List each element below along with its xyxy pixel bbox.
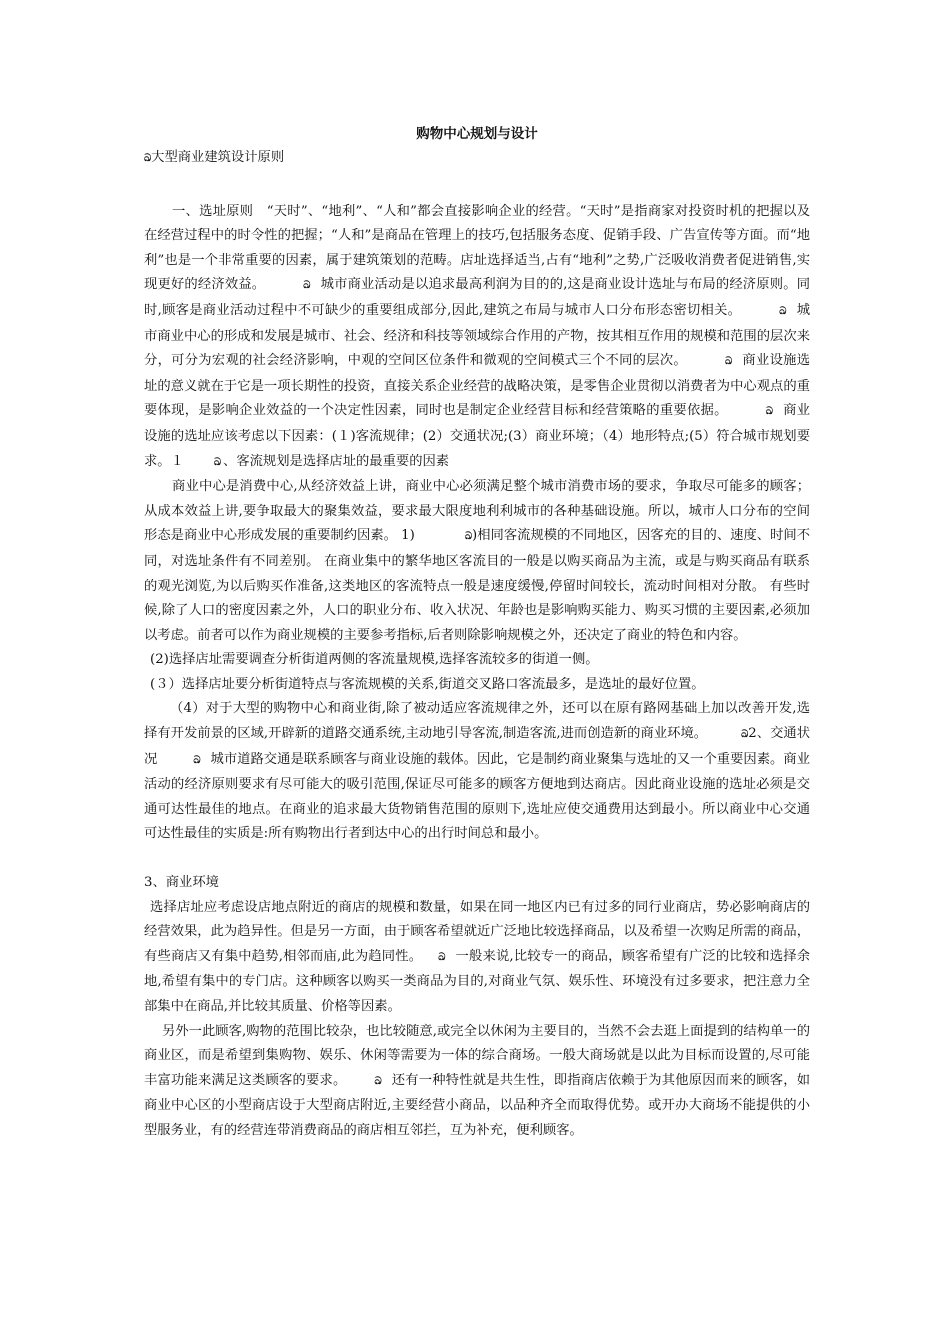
section-title-text: 大型商业建筑设计原则 bbox=[151, 150, 285, 165]
text-run: 还有一种特性就是共生性，即指商店依赖于为其他原因而来的顾客，如商业中心区的小型商店设于大型商店附近,主要经营小商品，以品种齐全而取得优势。或开办大商场不能提供的小型服务业，有的经营连带消费商品的商店相互邻拦，互为补充，便利顾客。 bbox=[144, 1072, 811, 1138]
page-title: 购物中心规划与设计 bbox=[416, 126, 538, 142]
paragraph-item-2: (2)选择店址需要调查分析街道两侧的客流量规模,选择客流较多的街道一侧。 bbox=[150, 652, 599, 668]
paragraph-commercial-environment bbox=[144, 896, 810, 1020]
subheading-commercial-environment: 3、商业环境 bbox=[144, 875, 219, 891]
text-run: 一、选址原则 “天时”、“地利”、“人和”都会直接影响企业的经营。“天时”是指商家对投资时机的把握以及在经营过程中的时令性的把握；“人和”是商品在管理上的技巧,包括服务态度、促销手段、广告宣传等方面。而“地利”也是一个非常重要的因素，属于建筑策划的范畴。店址选择适当,占有“地利”之势,广泛吸收消费者促进销售,实现更好的经济效益。 bbox=[144, 203, 810, 293]
bullet-icon: ඛ bbox=[144, 153, 152, 164]
paragraph-item-3: (３）选择店址要分析街道特点与客流规模的关系,街道交叉路口客流最多，是选址的最好位置。 bbox=[150, 676, 705, 692]
document-body bbox=[144, 122, 810, 1144]
text-run: 城市道路交通是联系顾客与商业设施的载体。因此，它是制约商业聚集与选址的又一个重要因素。商业活动的经济原则要求有尽可能大的吸引范围,保证尽可能多的顾客方便地到达商店。因此商业设施的选址必须是交通可达性最佳的地点。在商业的追求最大货物销售范围的原则下,选址应使交通费用达到最小。所以商业中心交通可达性最佳的实质是:所有购物出行者到达中心的出行时间总和最小。 bbox=[144, 751, 811, 842]
paragraph-other-customers bbox=[144, 1020, 810, 1144]
section-title bbox=[144, 146, 810, 172]
bullet-icon: ඛ bbox=[724, 356, 733, 368]
text-run: 2、交通状况 bbox=[144, 726, 811, 767]
text-run: 另外一此顾客,购物的范围比较杂，也比较随意,或完全以休闲为主要目的，当然不会去逛上面提到的结构单一的商业区，而是希望到集购物、娱乐、休闲等需要为一体的综合商场。一般大商场就是以此为目标而设置的,尽可能丰富功能来满足这类顾客的要求。 bbox=[144, 1023, 810, 1088]
bullet-icon: ඛ bbox=[213, 456, 222, 468]
text-run: 城市商业活动是以追求最高利润为目的的,这是商业设计选址与布局的经济原则。同时,顾客是商业活动过程中不可缺少的重要组成部分,因此,建筑之布局与城市人口分布形态密切相关。 bbox=[144, 277, 811, 318]
text-run: 商业中心是消费中心,从经济效益上讲，商业中心必须满足整个城市消费市场的要求，争取尽可能多的顾客；从成本效益上讲,要争取最大的聚集效益，要求最大限度地利利城市的各种基础设施。所以，城市人口分布的空间形态是商业中心形成发展的重要制约因素。 1) bbox=[144, 479, 810, 544]
bullet-icon: ඛ bbox=[464, 531, 472, 543]
bullet-icon: ඛ bbox=[741, 729, 749, 741]
text-run: 城市商业中心的形成和发展是城市、社会、经济和科技等领域综合作用的产物，按其相互作用的规模和范围的层次来分，可分为宏观的社会经济影响，中观的空间区位条件和微观的空间模式三个不同的层次。 bbox=[144, 302, 810, 369]
text-run: （4）对于大型的购物中心和商业街,除了被动适应客流规律之外，还可以在原有路网基础上加以改善开发,选择有开发前景的区域,开辟新的道路交通系统,主动地引导客流,制造客流,进而创造新的商业环境。 bbox=[144, 701, 810, 742]
text-run: 一般来说,比较专一的商品，顾客希望有广泛的比较和选择余地,希望有集中的专门店。这种顾客以购买一类商品为目的,对商业气氛、娱乐性、环境没有过多要求，把注意力全部集中在商品,并比较其质量、价格等因素。 bbox=[144, 948, 811, 1014]
paragraph-item-4-traffic bbox=[144, 697, 810, 847]
bullet-icon: ඛ bbox=[193, 754, 201, 766]
bullet-icon: ඛ bbox=[438, 951, 446, 963]
text-run: )相同客流规模的不同地区，因客充的目的、速度、时间不同，对选址条件有不同差别。 在商业集中的繁华地区客流目的一般是以购买商品为主流，或是与购买商品有联系的观光浏览,为以后购买作准备,这类地区的客流特点一般是速度缓慢,停留时间较长，流动时间相对分散。 有些时候,除了人口的密度因素之外，人口的职业分布、收入状况、年龄也是影响购买能力、购买习惯的主要因素,必须加以考虑。前者可以作为商业规模的主要参考指标,后者则除影响规模之外，还决定了商业的特色和内容。 bbox=[144, 528, 811, 643]
text-run: 选择店址应考虑设店地点附近的商店的规模和数量，如果在同一地区内已有过多的同行业商店，势必影响商店的经营效果，此为趋异性。但是另一方面，由于顾客希望就近广泛地比较选择商品，以及希望一次购足所需的商品，有些商店又有集中趋势,相邻而庙,此为趋同性。 bbox=[144, 899, 810, 964]
bullet-icon: ඛ bbox=[765, 406, 773, 418]
text-run: 商业设施的选址应该考虑以下因素：(１)客流规律；(2）交通状况;(3）商业环境；（4）地形特点;(5）符合城市规划要求。１ bbox=[144, 403, 811, 469]
paragraph-site-selection bbox=[144, 200, 810, 476]
bullet-icon: ඛ bbox=[779, 305, 787, 317]
text-run: 商业设施选址的意义就在于它是一项长期性的投资，直接关系企业经营的战略决策，是零售企业贯彻以消费者为中心观点的重要体现，是影响企业效益的一个决定性因素，同时也是制定企业经营目标和经营策略的重要依据。 bbox=[144, 353, 811, 419]
paragraph-commercial-center bbox=[144, 475, 810, 648]
bullet-icon: ඛ bbox=[303, 280, 311, 292]
bullet-icon: ඛ bbox=[374, 1075, 382, 1087]
text-run: 、客流规划是选择店址的最重要的因素 bbox=[223, 453, 450, 469]
